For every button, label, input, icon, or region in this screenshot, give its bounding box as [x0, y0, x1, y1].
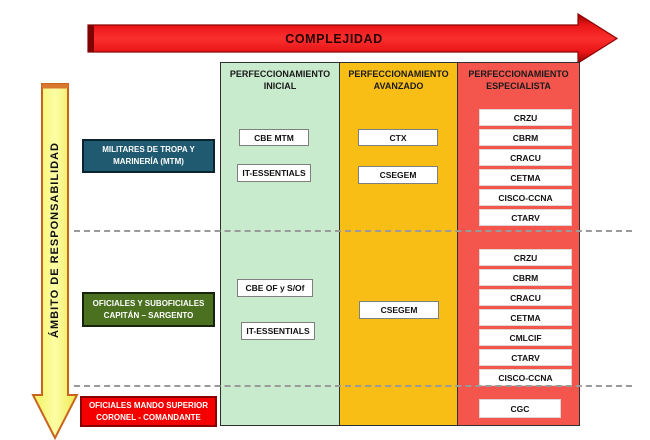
- course-box: CRZU: [479, 249, 572, 266]
- course-box: CSEGEM: [358, 166, 438, 184]
- row-separator-dashed-2: [74, 385, 632, 387]
- course-box: CRZU: [479, 109, 572, 126]
- course-box: IT-ESSENTIALS: [241, 322, 315, 340]
- column-header-avanzado: PERFECCIONAMIENTO AVANZADO: [348, 69, 449, 92]
- course-box: CETMA: [479, 309, 572, 326]
- course-box: CRACU: [479, 289, 572, 306]
- course-box: CISCO-CCNA: [479, 369, 572, 386]
- course-box: CTX: [358, 129, 438, 146]
- column-avanzado: [339, 62, 458, 426]
- row-label-oficiales-suboficiales: OFICIALES Y SUBOFICIALES CAPITÁN – SARGENTO: [82, 292, 215, 327]
- course-box: CBRM: [479, 269, 572, 286]
- row-separator-dashed-1: [74, 230, 632, 232]
- course-box: CBE MTM: [239, 129, 309, 146]
- course-box: CBRM: [479, 129, 572, 146]
- course-box: CRACU: [479, 149, 572, 166]
- responsibility-arrow-top-cap: [42, 84, 68, 89]
- row-label-mando-superior: OFICIALES MANDO SUPERIOR CORONEL - COMANDANTE: [80, 396, 217, 427]
- column-especialista: [457, 62, 580, 426]
- course-box: CISCO-CCNA: [479, 189, 572, 206]
- column-header-inicial: PERFECCIONAMIENTO INICIAL: [229, 69, 331, 92]
- course-box: CETMA: [479, 169, 572, 186]
- row-label-mtm: MILITARES DE TROPA Y MARINERÍA (MTM): [82, 139, 215, 173]
- responsibility-axis-label: ÁMBITO DE RESPONSABILIDAD: [49, 142, 61, 338]
- course-box: CBE OF y S/Of: [237, 279, 313, 297]
- course-box: CTARV: [479, 209, 572, 226]
- complexity-axis-label: COMPLEJIDAD: [285, 31, 383, 46]
- column-header-especialista: PERFECCIONAMIENTO ESPECIALISTA: [468, 69, 569, 92]
- column-inicial: [220, 62, 340, 426]
- course-box: CTARV: [479, 349, 572, 366]
- course-box: IT-ESSENTIALS: [237, 164, 311, 182]
- course-box: CGC: [479, 399, 561, 418]
- course-box: CSEGEM: [359, 301, 439, 319]
- course-box: CMLCIF: [479, 329, 572, 346]
